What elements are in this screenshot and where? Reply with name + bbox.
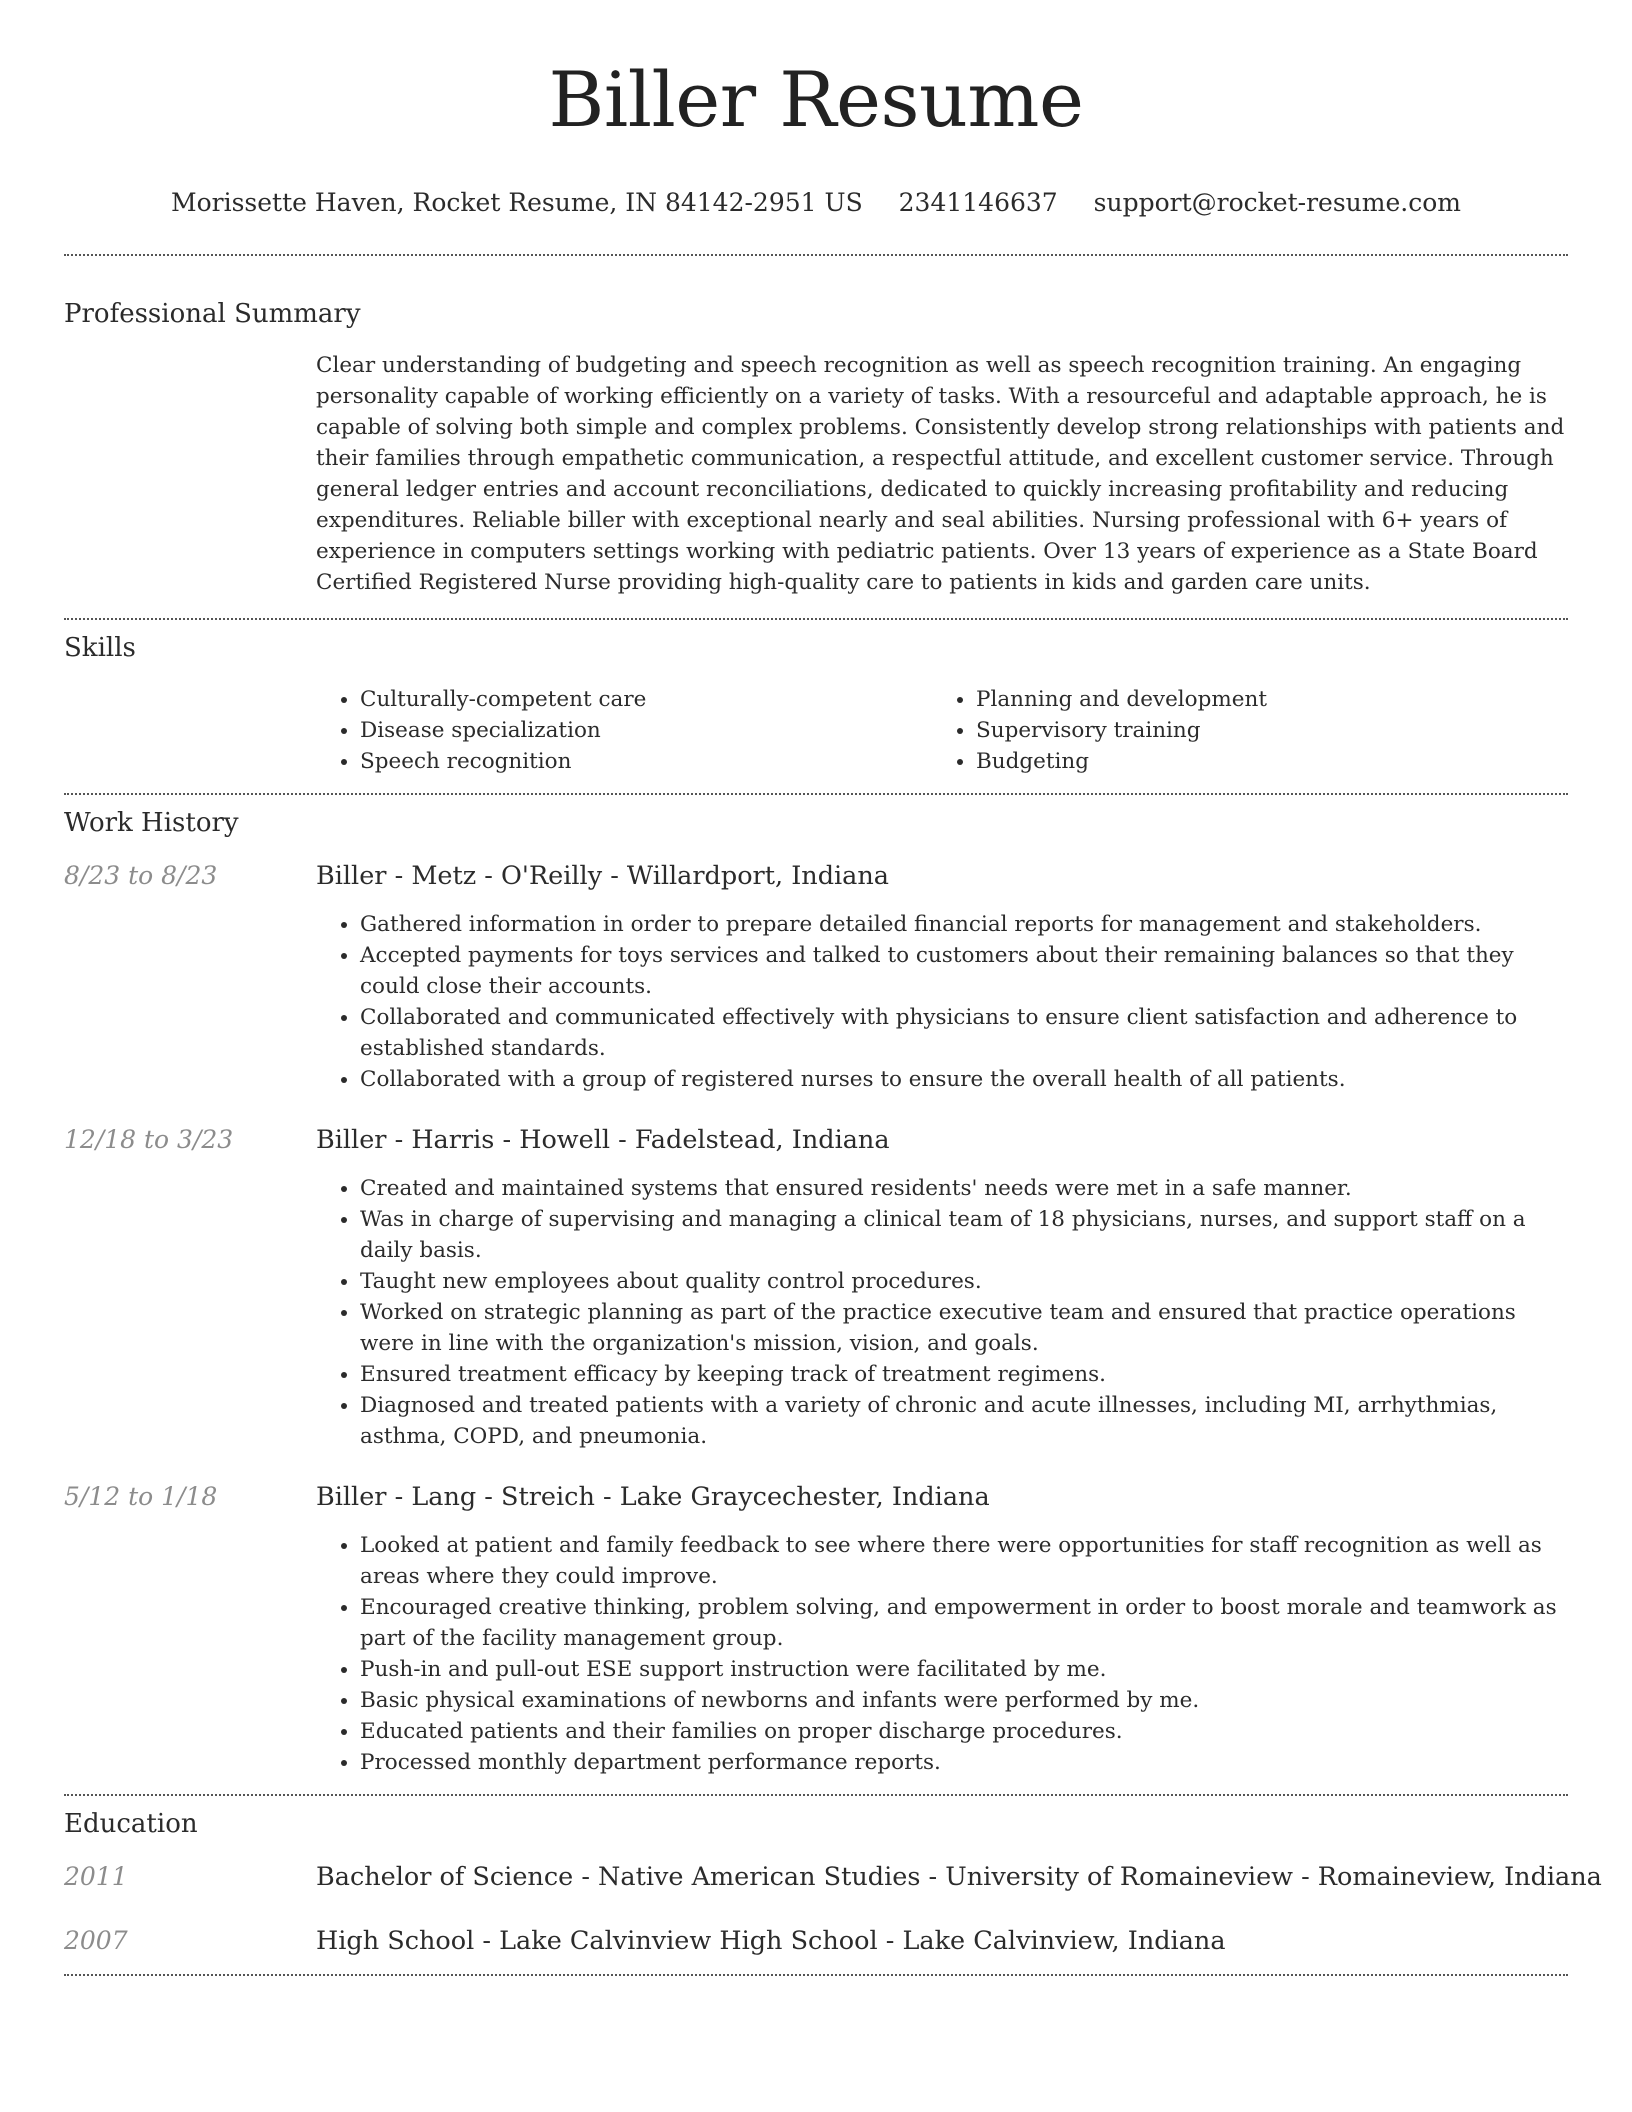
job-entry	[64, 1482, 1568, 1778]
skill-item: • Supervisory training	[976, 715, 1548, 746]
job-header	[64, 1482, 1568, 1512]
duty-item: • Collaborated and communicated effectively with physicians to ensure client satisfaction and adherence to established standards.	[360, 1002, 1568, 1064]
skill-item: • Culturally-competent care	[360, 684, 932, 715]
contact-phone: 2341146637	[898, 188, 1058, 217]
section-title-work: Work History	[64, 808, 239, 838]
skill-item: • Budgeting	[976, 746, 1548, 777]
skills-column-left	[316, 684, 932, 777]
duty-item: • Accepted payments for toys services and talked to customers about their remaining balances so that they could close their accounts.	[360, 940, 1568, 1002]
divider	[64, 618, 1568, 620]
duty-item: • Gathered information in order to prepare detailed financial reports for management and stakeholders.	[360, 909, 1568, 940]
job-header	[64, 1125, 1568, 1155]
skills-column-right	[932, 684, 1548, 777]
duty-item: • Worked on strategic planning as part of the practice executive team and ensured that practice operations were in line with the organization's mission, vision, and goals.	[360, 1297, 1568, 1359]
duty-item: • Created and maintained systems that ensured residents' needs were met in a safe manner.	[360, 1173, 1568, 1204]
duty-item: • Educated patients and their families on proper discharge procedures.	[360, 1716, 1568, 1747]
duties-list	[316, 1530, 1568, 1778]
divider	[64, 793, 1568, 795]
job-title: Biller - Lang - Streich - Lake Graycechester, Indiana	[316, 1482, 990, 1512]
summary-text: Clear understanding of budgeting and speech recognition as well as speech recognition training. An engaging personality capable of working efficiently on a variety of tasks. With a resourceful and adaptable approach, he is capable of solving both simple and complex problems. Consistently develop strong relationships with patients and their families through empathetic communication, a respectful attitude, and excellent customer service. Through general ledger entries and account reconciliations, dedicated to quickly increasing profitability and reducing expenditures. Reliable biller with exceptional nearly and seal abilities. Nursing professional with 6+ years of experience in computers settings working with pediatric patients. Over 13 years of experience as a State Board Certified Registered Nurse providing high-quality care to patients in kids and garden care units.	[316, 353, 1565, 595]
skill-item: • Disease specialization	[360, 715, 932, 746]
summary-block	[316, 350, 1568, 598]
contact-email: support@rocket-resume.com	[1093, 188, 1461, 217]
duty-item: • Looked at patient and family feedback to see where there were opportunities for staff recognition as well as areas where they could improve.	[360, 1530, 1568, 1592]
duty-item: • Encouraged creative thinking, problem solving, and empowerment in order to boost morale and teamwork as part of the facility management group.	[360, 1592, 1568, 1654]
job-date: 12/18 to 3/23	[64, 1125, 234, 1154]
duty-item: • Ensured treatment efficacy by keeping track of treatment regimens.	[360, 1359, 1568, 1390]
job-title: Biller - Metz - O'Reilly - Willardport, Indiana	[316, 861, 890, 891]
divider	[64, 1794, 1568, 1796]
section-title-summary: Professional Summary	[64, 299, 361, 329]
duty-item: • Processed monthly department performance reports.	[360, 1747, 1568, 1778]
section-title-skills: Skills	[64, 633, 136, 663]
duty-item: • Taught new employees about quality control procedures.	[360, 1266, 1568, 1297]
job-date: 8/23 to 8/23	[64, 861, 218, 890]
job-duties	[316, 909, 1568, 1095]
duties-list	[316, 909, 1568, 1095]
job-duties	[316, 1173, 1568, 1452]
job-date: 5/12 to 1/18	[64, 1482, 218, 1511]
job-title: Biller - Harris - Howell - Fadelstead, Indiana	[316, 1125, 890, 1155]
contact-address: Morissette Haven, Rocket Resume, IN 84142-2951 US	[171, 188, 863, 217]
job-header	[64, 861, 1568, 891]
job-entry	[64, 861, 1568, 1095]
duty-item: • Collaborated with a group of registered nurses to ensure the overall health of all patients.	[360, 1064, 1568, 1095]
duty-item: • Push-in and pull-out ESE support instruction were facilitated by me.	[360, 1654, 1568, 1685]
divider	[64, 1974, 1568, 1976]
page-title: Biller Resume	[548, 55, 1084, 144]
education-date: 2007	[64, 1926, 128, 1955]
skill-item: • Speech recognition	[360, 746, 932, 777]
education-title: High School - Lake Calvinview High School - Lake Calvinview, Indiana	[316, 1926, 1226, 1956]
section-title-education: Education	[64, 1809, 198, 1839]
duty-item: • Was in charge of supervising and managing a clinical team of 18 physicians, nurses, and support staff on a daily basis.	[360, 1204, 1568, 1266]
duty-item: • Diagnosed and treated patients with a variety of chronic and acute illnesses, including MI, arrhythmias, asthma, COPD, and pneumonia.	[360, 1390, 1568, 1452]
duty-item: • Basic physical examinations of newborns and infants were performed by me.	[360, 1685, 1568, 1716]
job-entry	[64, 1125, 1568, 1452]
skills-list	[316, 684, 1568, 777]
job-duties	[316, 1530, 1568, 1778]
education-title: Bachelor of Science - Native American Studies - University of Romaineview - Romaineview, Indiana	[316, 1862, 1602, 1892]
duties-list	[316, 1173, 1568, 1452]
divider	[64, 254, 1568, 256]
contact-line	[64, 188, 1568, 218]
education-entry	[64, 1862, 1602, 1892]
skill-item: • Planning and development	[976, 684, 1548, 715]
education-date: 2011	[64, 1862, 128, 1891]
education-entry	[64, 1926, 1568, 1956]
